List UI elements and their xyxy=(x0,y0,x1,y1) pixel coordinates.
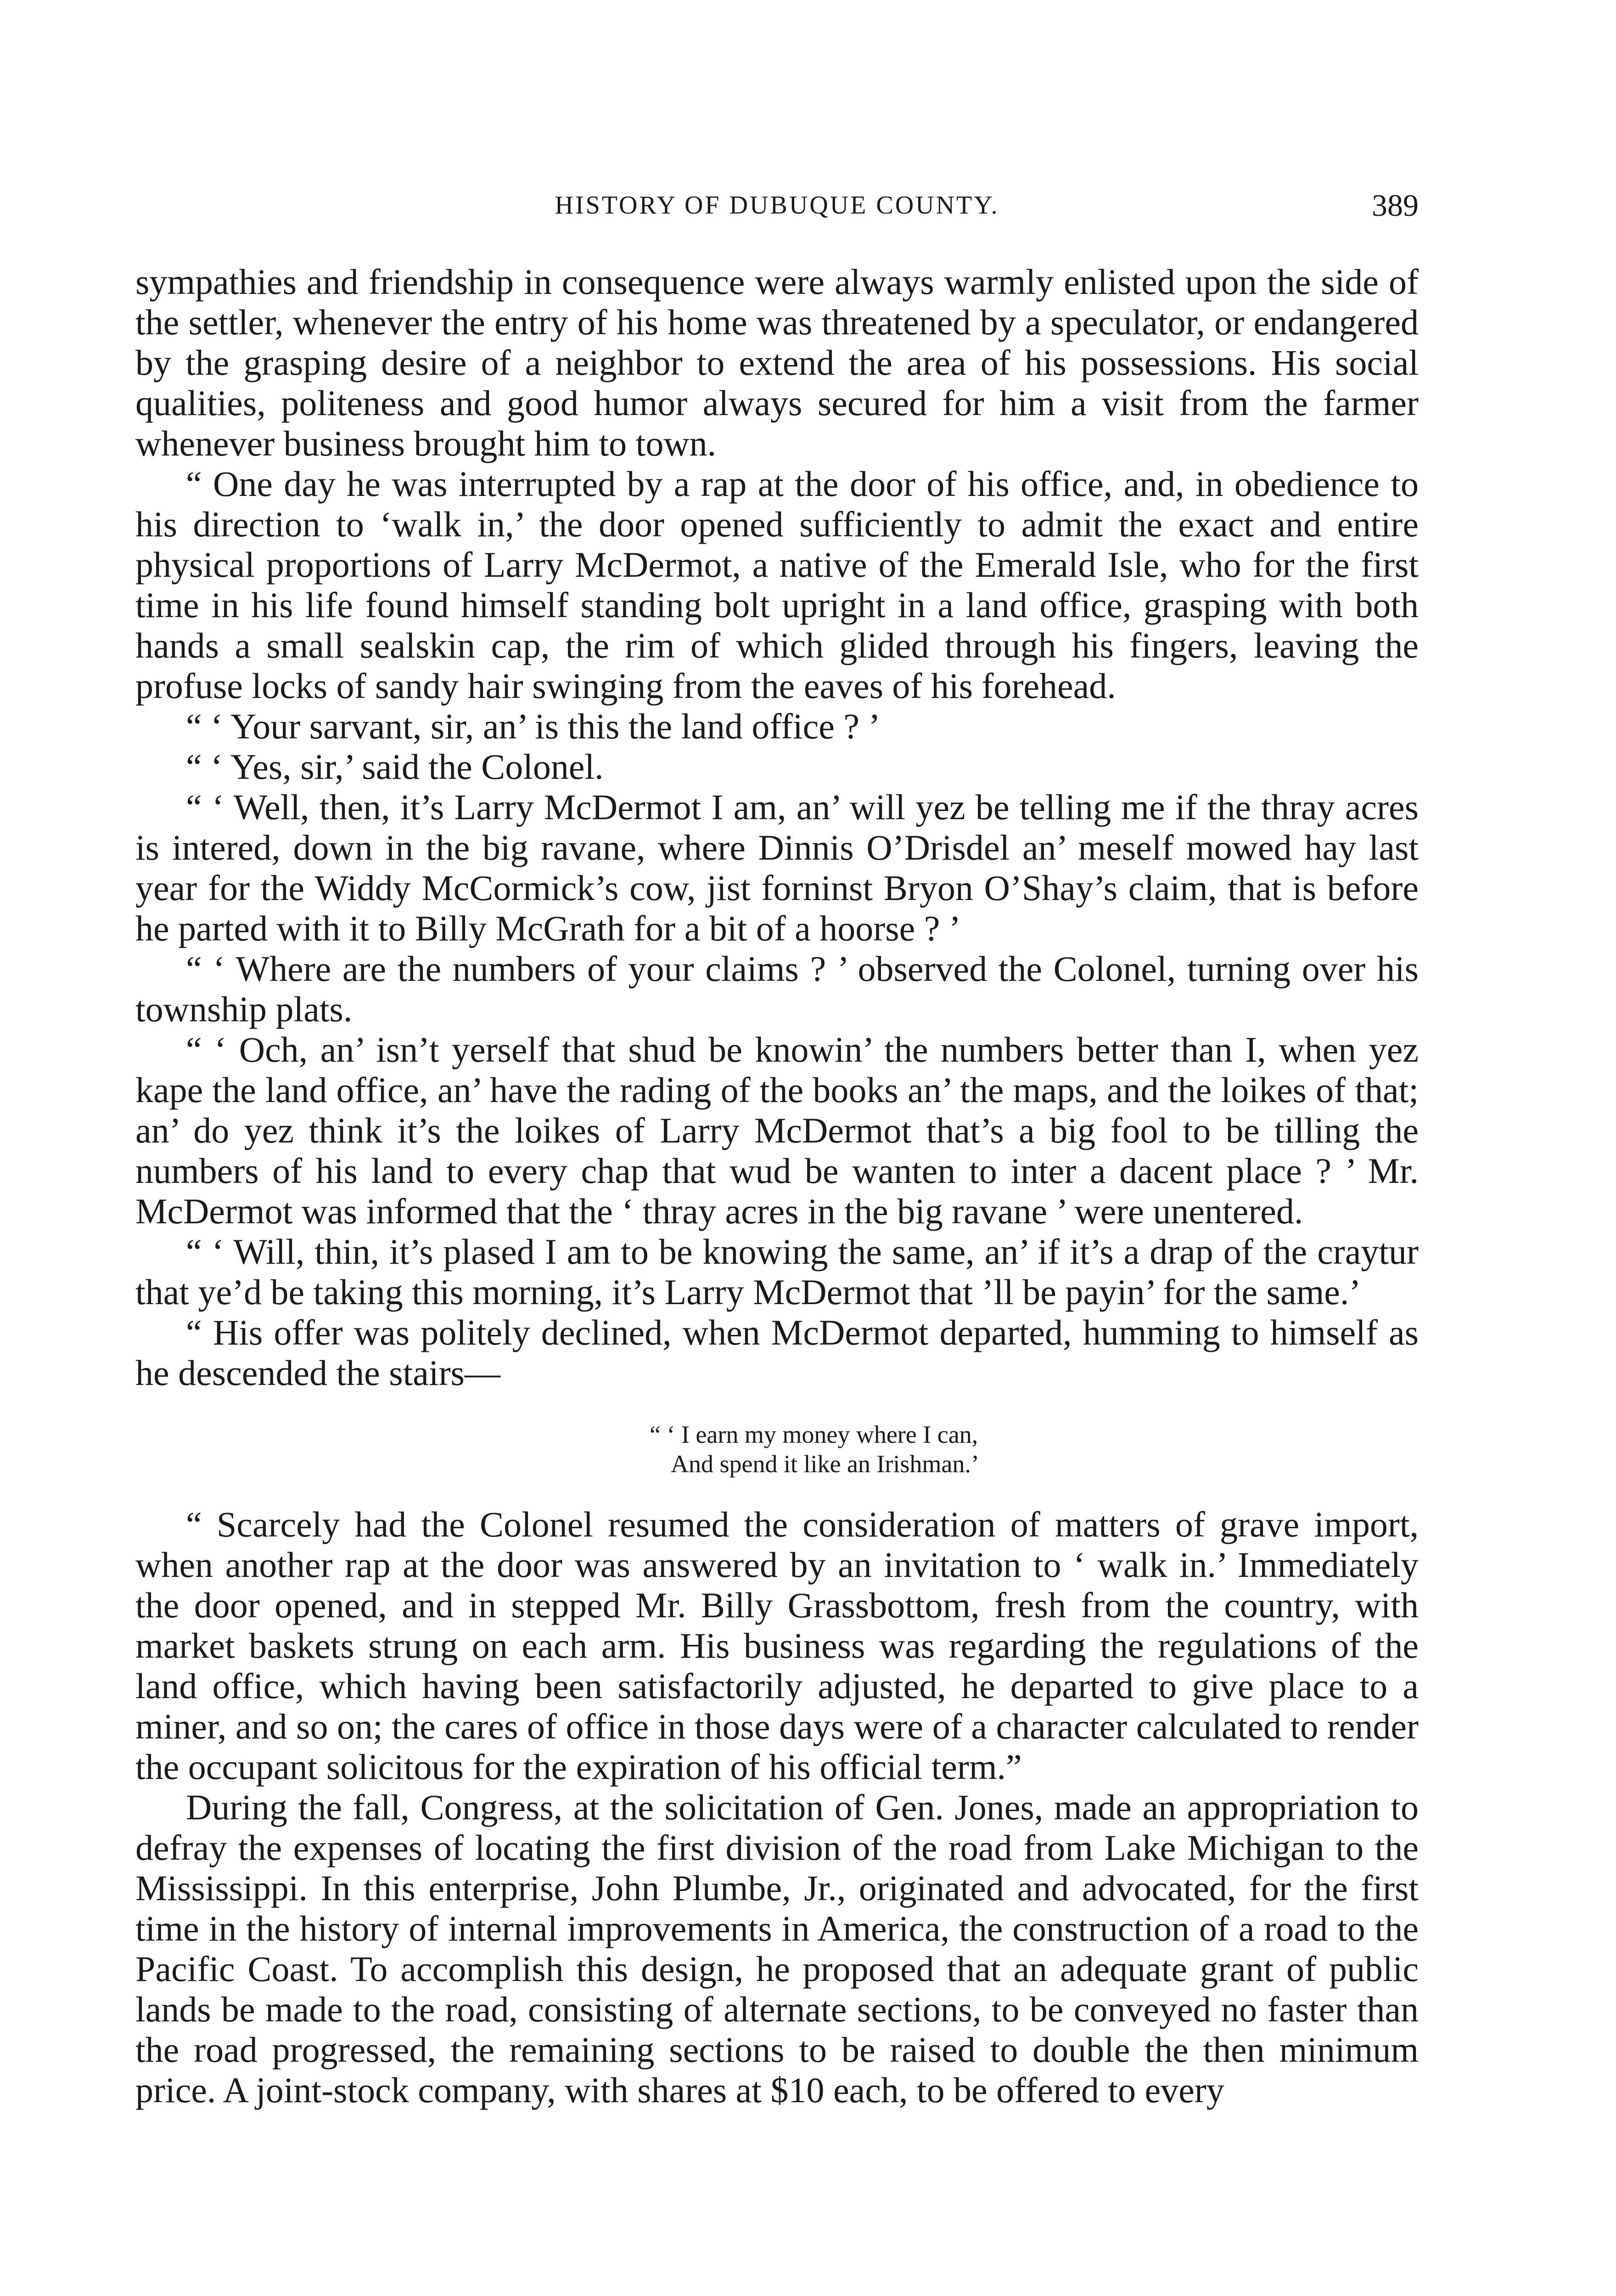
running-head xyxy=(135,185,1419,226)
dialogue-line: “ ‘ Well, then, it’s Larry McDermot I am, an’ will yez be telling me if the thray acres is intered, down in the big ravane, where Dinnis O’Drisdel an’ meself mowed hay last year for the Widdy McCormick’s cow, jist forninst Bryon O’Shay’s claim, that is before he parted with it to Billy McGrath for a bit of a hoorse ? ’ xyxy=(135,787,1419,948)
dialogue-line: “ ‘ Your sarvant, sir, an’ is this the land office ? ’ xyxy=(186,706,881,746)
verse-line: And spend it like an Irishman.’ xyxy=(671,1450,979,1478)
paragraph-pacific-road: During the fall, Congress, at the solicitation of Gen. Jones, made an appropriation to defray the expenses of locating the first division of the road from Lake Michigan to the Mississippi. In this enterprise, John Plumbe, Jr., originated and advocated, for the first time in the history of internal improvements in America, the construction of a road to the Pacific Coast. To accomplish this design, he proposed that an adequate grant of public lands be made to the road, consisting of alternate sections, to be conveyed no faster than the road progressed, the remaining sections to be raised to double the then minimum price. A joint-stock company, with shares at $10 each, to be offered to every xyxy=(135,1787,1419,2110)
dialogue-line: “ ‘ Yes, sir,’ said the Colonel. xyxy=(186,747,604,787)
paragraph-larry-arrives: “ One day he was interrupted by a rap at the door of his office, and, in obedience to his direction to ‘walk in,’ the door opened sufficiently to admit the exact and entire physical proportions of Larry McDermot, a native of the Emerald Isle, who for the first time in his life found himself standing bolt upright in a land office, grasping with both hands a small sealskin cap, the rim of which glided through his fingers, leaving the profuse locks of sandy hair swinging from the eaves of his forehead. xyxy=(135,464,1419,706)
body-text xyxy=(135,262,1419,2110)
dialogue-line: “ ‘ Och, an’ isn’t yerself that shud be knowin’ the numbers better than I, when yez kape the land office, an’ have the rading of the books an’ the maps, and the loikes of that; an’ do yez think it’s the loikes of Larry McDermot that’s a big fool to be tilling the numbers of his land to every chap that wud be wanten to inter a dacent place ? ’ Mr. McDermot was informed that the ‘ thray acres in the big ravane ’ were unentered. xyxy=(135,1030,1419,1231)
paragraph-continuation: sympathies and friendship in consequence were always warmly enlisted upon the side of the settler, whenever the entry of his home was threatened by a speculator, or endangered by the grasping desire of a neighbor to extend the area of his possessions. His social qualities, politeness and good humor always secured for him a visit from the farmer whenever business brought him to town. xyxy=(135,262,1419,463)
verse-quote xyxy=(650,1420,1419,1479)
dialogue-line: “ ‘ Where are the numbers of your claims ? ’ observed the Colonel, turning over his township plats. xyxy=(135,949,1419,1029)
page-number: 389 xyxy=(1372,188,1419,223)
verse-line: “ ‘ I earn my money where I can, xyxy=(650,1421,978,1448)
paragraph-grassbottom: “ Scarcely had the Colonel resumed the consideration of matters of grave import, when another rap at the door was answered by an invitation to ‘ walk in.’ Immediately the door opened, and in stepped Mr. Billy Grassbottom, fresh from the country, with market baskets strung on each arm. His business was regarding the regulations of the land office, which having been satisfactorily adjusted, he departed to give place to a miner, and so on; the cares of office in those days were of a character calculated to render the occupant solicitous for the expiration of his official term.” xyxy=(135,1504,1419,1787)
dialogue-line: “ ‘ Will, thin, it’s plased I am to be knowing the same, an’ if it’s a drap of the craytur that ye’d be taking this morning, it’s Larry McDermot that ’ll be payin’ for the same.’ xyxy=(135,1232,1419,1312)
running-title: HISTORY OF DUBUQUE COUNTY. xyxy=(555,191,999,219)
paragraph-departure: “ His offer was politely declined, when McDermot departed, humming to himself as he descended the stairs— xyxy=(135,1312,1419,1393)
